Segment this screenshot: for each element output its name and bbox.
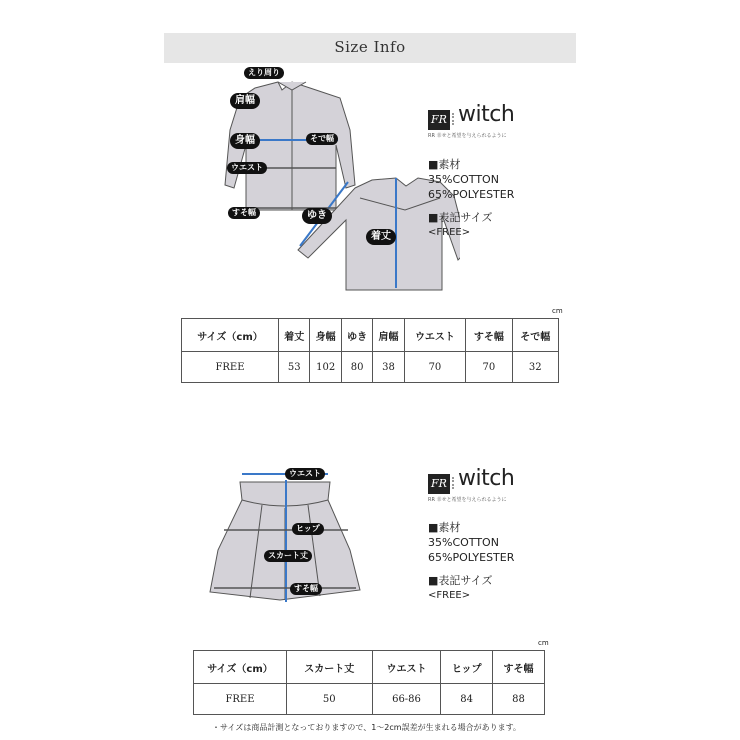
unit-label: cm	[538, 639, 549, 647]
table-header: ウエスト	[404, 319, 465, 352]
table-cell: FREE	[182, 352, 279, 383]
size-info-header	[164, 33, 576, 63]
skirt-illustration	[200, 460, 375, 610]
label-length: 着丈	[366, 229, 396, 245]
size-value: <FREE>	[428, 227, 471, 238]
table-cell: 70	[466, 352, 512, 383]
table-header: 肩幅	[373, 319, 404, 352]
label-waist: ウエスト	[227, 162, 267, 174]
table-header: ウエスト	[372, 651, 441, 684]
brand-name: witch	[458, 102, 515, 127]
material-line2: 65%POLYESTER	[428, 188, 515, 201]
brand-logo: FR	[428, 474, 450, 494]
table-cell: 80	[341, 352, 372, 383]
table-cell: 88	[492, 684, 544, 715]
skirt-label-hem: すそ幅	[290, 583, 322, 595]
skirt-label-hip: ヒップ	[292, 523, 324, 535]
material-line1: 35%COTTON	[428, 173, 499, 186]
table-cell: 50	[287, 684, 373, 715]
unit-label: cm	[552, 307, 563, 315]
table-header: 着丈	[279, 319, 310, 352]
table-cell: FREE	[194, 684, 287, 715]
label-collar: えり周り	[244, 67, 284, 79]
material-info-2	[428, 520, 514, 603]
dots-divider	[452, 477, 456, 489]
label-shoulder: 肩幅	[230, 93, 260, 109]
label-sleeve: そで幅	[306, 133, 338, 145]
brand-logo: FR	[428, 110, 450, 130]
size-heading: ■表記サイズ	[428, 574, 493, 587]
table-header: サイズ（cm）	[182, 319, 279, 352]
table-header: スカート丈	[287, 651, 373, 684]
table-cell: 66-86	[372, 684, 441, 715]
label-chest: 身幅	[230, 133, 260, 149]
material-line1: 35%COTTON	[428, 536, 499, 549]
material-heading: ■素材	[428, 521, 461, 534]
label-hem: すそ幅	[228, 207, 260, 219]
table-cell: 53	[279, 352, 310, 383]
table-header: サイズ（cm）	[194, 651, 287, 684]
skirt-label-length: スカート丈	[264, 550, 312, 562]
table-header: 身幅	[310, 319, 341, 352]
shirt-size-table	[181, 318, 559, 383]
table-cell: 38	[373, 352, 404, 383]
material-heading: ■素材	[428, 158, 461, 171]
material-line2: 65%POLYESTER	[428, 551, 515, 564]
label-yuki: ゆき	[302, 208, 332, 224]
table-header: すそ幅	[466, 319, 512, 352]
material-info-1	[428, 157, 514, 240]
table-cell: 102	[310, 352, 341, 383]
page-title: Size Info	[334, 38, 406, 56]
table-header: そで幅	[512, 319, 558, 352]
footnote: ・サイズは商品計測となっておりますので、1〜2cm誤差が生まれる場合があります。	[212, 723, 521, 732]
table-header: すそ幅	[492, 651, 544, 684]
size-heading: ■表記サイズ	[428, 211, 493, 224]
table-cell: 32	[512, 352, 558, 383]
shirt-illustration	[160, 60, 460, 300]
brand-tagline: RR 幸せと希望を与えられるように	[428, 133, 507, 139]
skirt-size-table	[193, 650, 545, 715]
table-cell: 84	[441, 684, 493, 715]
brand-name: witch	[458, 466, 515, 491]
size-value: <FREE>	[428, 590, 471, 601]
dots-divider	[452, 113, 456, 125]
table-header: ゆき	[341, 319, 372, 352]
table-cell: 70	[404, 352, 465, 383]
skirt-label-waist: ウエスト	[285, 468, 325, 480]
brand-tagline: RR 幸せと希望を与えられるように	[428, 497, 507, 503]
table-header: ヒップ	[441, 651, 493, 684]
